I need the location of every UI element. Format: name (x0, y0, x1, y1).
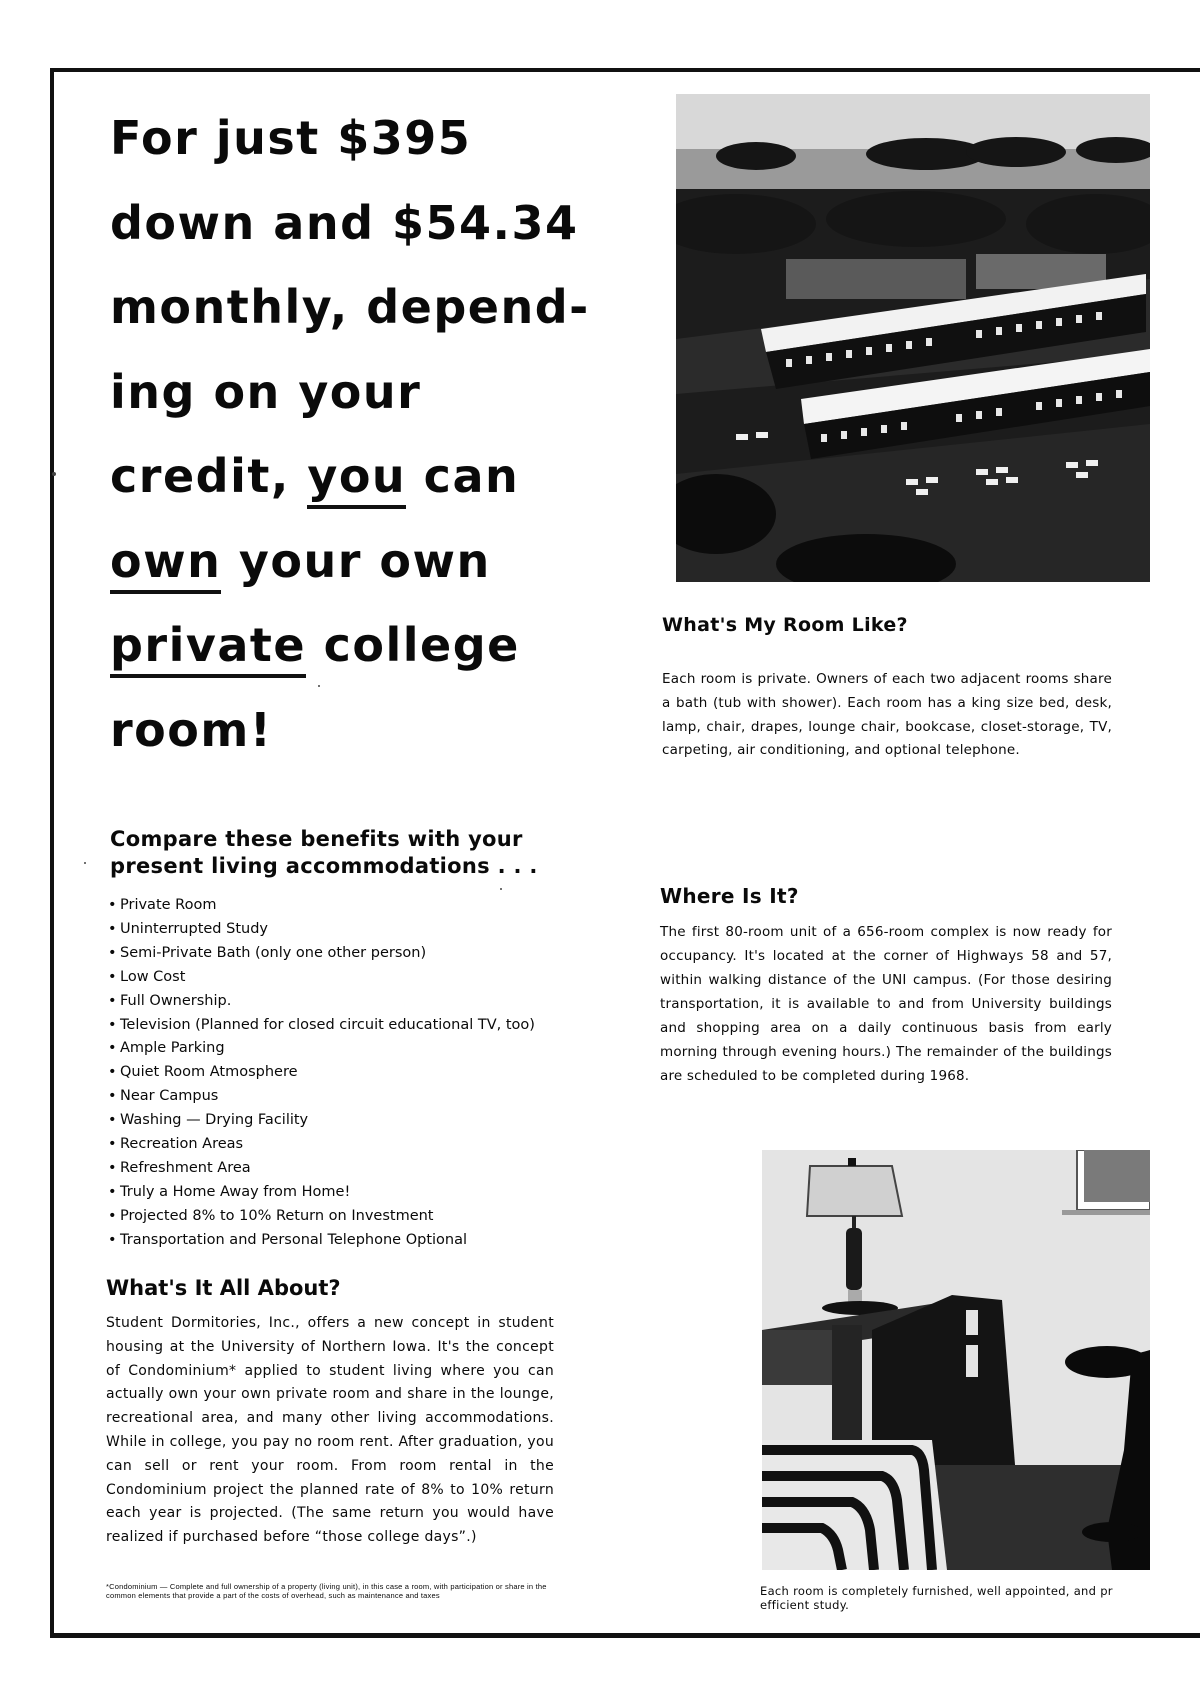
benefit-item: • Projected 8% to 10% Return on Investment (108, 1205, 588, 1229)
headline-text: ing on your (110, 364, 422, 419)
where-heading: Where Is It? (660, 884, 799, 908)
headline-text: can (406, 449, 520, 503)
where-body: The first 80-room unit of a 656-room complex is now ready for occupancy. It's located at the corner of Highways 58 and 57, within walking distance of the UNI campus. (For those desiring transportation, it is available to and from University buildings and shopping area on a daily continuous basis from early morning through evening hours.) The remainder of the buildings are scheduled to be completed during 1968. (660, 924, 1112, 1084)
benefit-item: • Low Cost (108, 966, 588, 990)
print-speck (318, 685, 320, 687)
headline-line (110, 603, 630, 688)
headline-line (110, 181, 630, 266)
about-heading: What's It All About? (106, 1276, 341, 1300)
room-heading: What's My Room Like? (662, 614, 908, 636)
headline-text: For just $395 (110, 111, 472, 165)
benefit-item: • Recreation Areas (108, 1133, 588, 1157)
benefit-item: • Truly a Home Away from Home! (108, 1181, 588, 1205)
headline-text: monthly, depend- (110, 280, 590, 334)
benefit-item: • Uninterrupted Study (108, 918, 588, 942)
print-speck (52, 472, 56, 476)
print-speck (84, 862, 86, 864)
headline-line (110, 688, 630, 773)
headline-text: college (306, 618, 520, 672)
caption-line: efficient study. (760, 1598, 850, 1612)
aerial-photo-illustration (676, 94, 1150, 582)
compare-heading-line: Compare these benefits with your (110, 827, 523, 851)
headline-underlined-word: private (110, 618, 306, 678)
benefit-item: • Washing — Drying Facility (108, 1109, 588, 1133)
headline-line (110, 96, 630, 181)
headline-text: down and $54.34 (110, 195, 579, 250)
compare-heading (110, 826, 570, 880)
room-photo-illustration (762, 1150, 1150, 1570)
headline-text: your own (221, 533, 491, 588)
benefit-item: • Semi-Private Bath (only one other person) (108, 942, 588, 966)
room-photo (762, 1150, 1150, 1570)
headline (110, 96, 630, 772)
benefit-item: • Television (Planned for closed circuit educational TV, too) (108, 1014, 588, 1038)
aerial-photo (676, 94, 1150, 582)
benefit-item: • Transportation and Personal Telephone Optional (108, 1229, 588, 1253)
benefit-item: • Refreshment Area (108, 1157, 588, 1181)
print-speck (500, 888, 502, 890)
headline-line (110, 350, 630, 435)
headline-text: room! (110, 702, 273, 757)
benefit-item: • Private Room (108, 894, 588, 918)
headline-line (110, 434, 630, 519)
benefit-item: • Near Campus (108, 1085, 588, 1109)
caption-line: Each room is completely furnished, well appointed, and pr (760, 1584, 1113, 1598)
headline-text: credit, (110, 449, 308, 503)
room-body: Each room is private. Owners of each two adjacent rooms share a bath (tub with shower). Each room has a king size bed, desk, lamp, chair, drapes, lounge chair, bookcase, closet-storage, TV, carpeting, air conditioning, and optional telephone. (662, 671, 1112, 759)
headline-underlined-word: you (307, 449, 406, 509)
compare-heading-line: present living accommodations . . . (110, 854, 538, 878)
benefit-item: • Ample Parking (108, 1037, 588, 1061)
about-body: Student Dormitories, Inc., offers a new concept in student housing at the University of Northern Iowa. It's the concept of Condominium* applied to student living where you can actually own your own private room and share in the lounge, recreational area, and many other living accommodations. While in college, you pay no room rent. After graduation, you can sell or rent your room. From room rental in the Condominium project the planned rate of 8% to 10% return each year is projected. (The same return you would have realized if purchased before “those college days”.) (106, 1315, 554, 1546)
headline-underlined-word: own (110, 534, 221, 594)
benefit-item: • Full Ownership. (108, 990, 588, 1014)
headline-line (110, 265, 630, 350)
benefits-list (108, 894, 588, 1253)
photo-caption (760, 1584, 1200, 1612)
condominium-footnote: *Condominium — Complete and full ownership of a property (living unit), in this case a room, with participation or share in the common elements that provide a part of the costs of overhead, such as maintenance and taxes (106, 1582, 547, 1600)
headline-line (110, 519, 630, 604)
benefit-item: • Quiet Room Atmosphere (108, 1061, 588, 1085)
